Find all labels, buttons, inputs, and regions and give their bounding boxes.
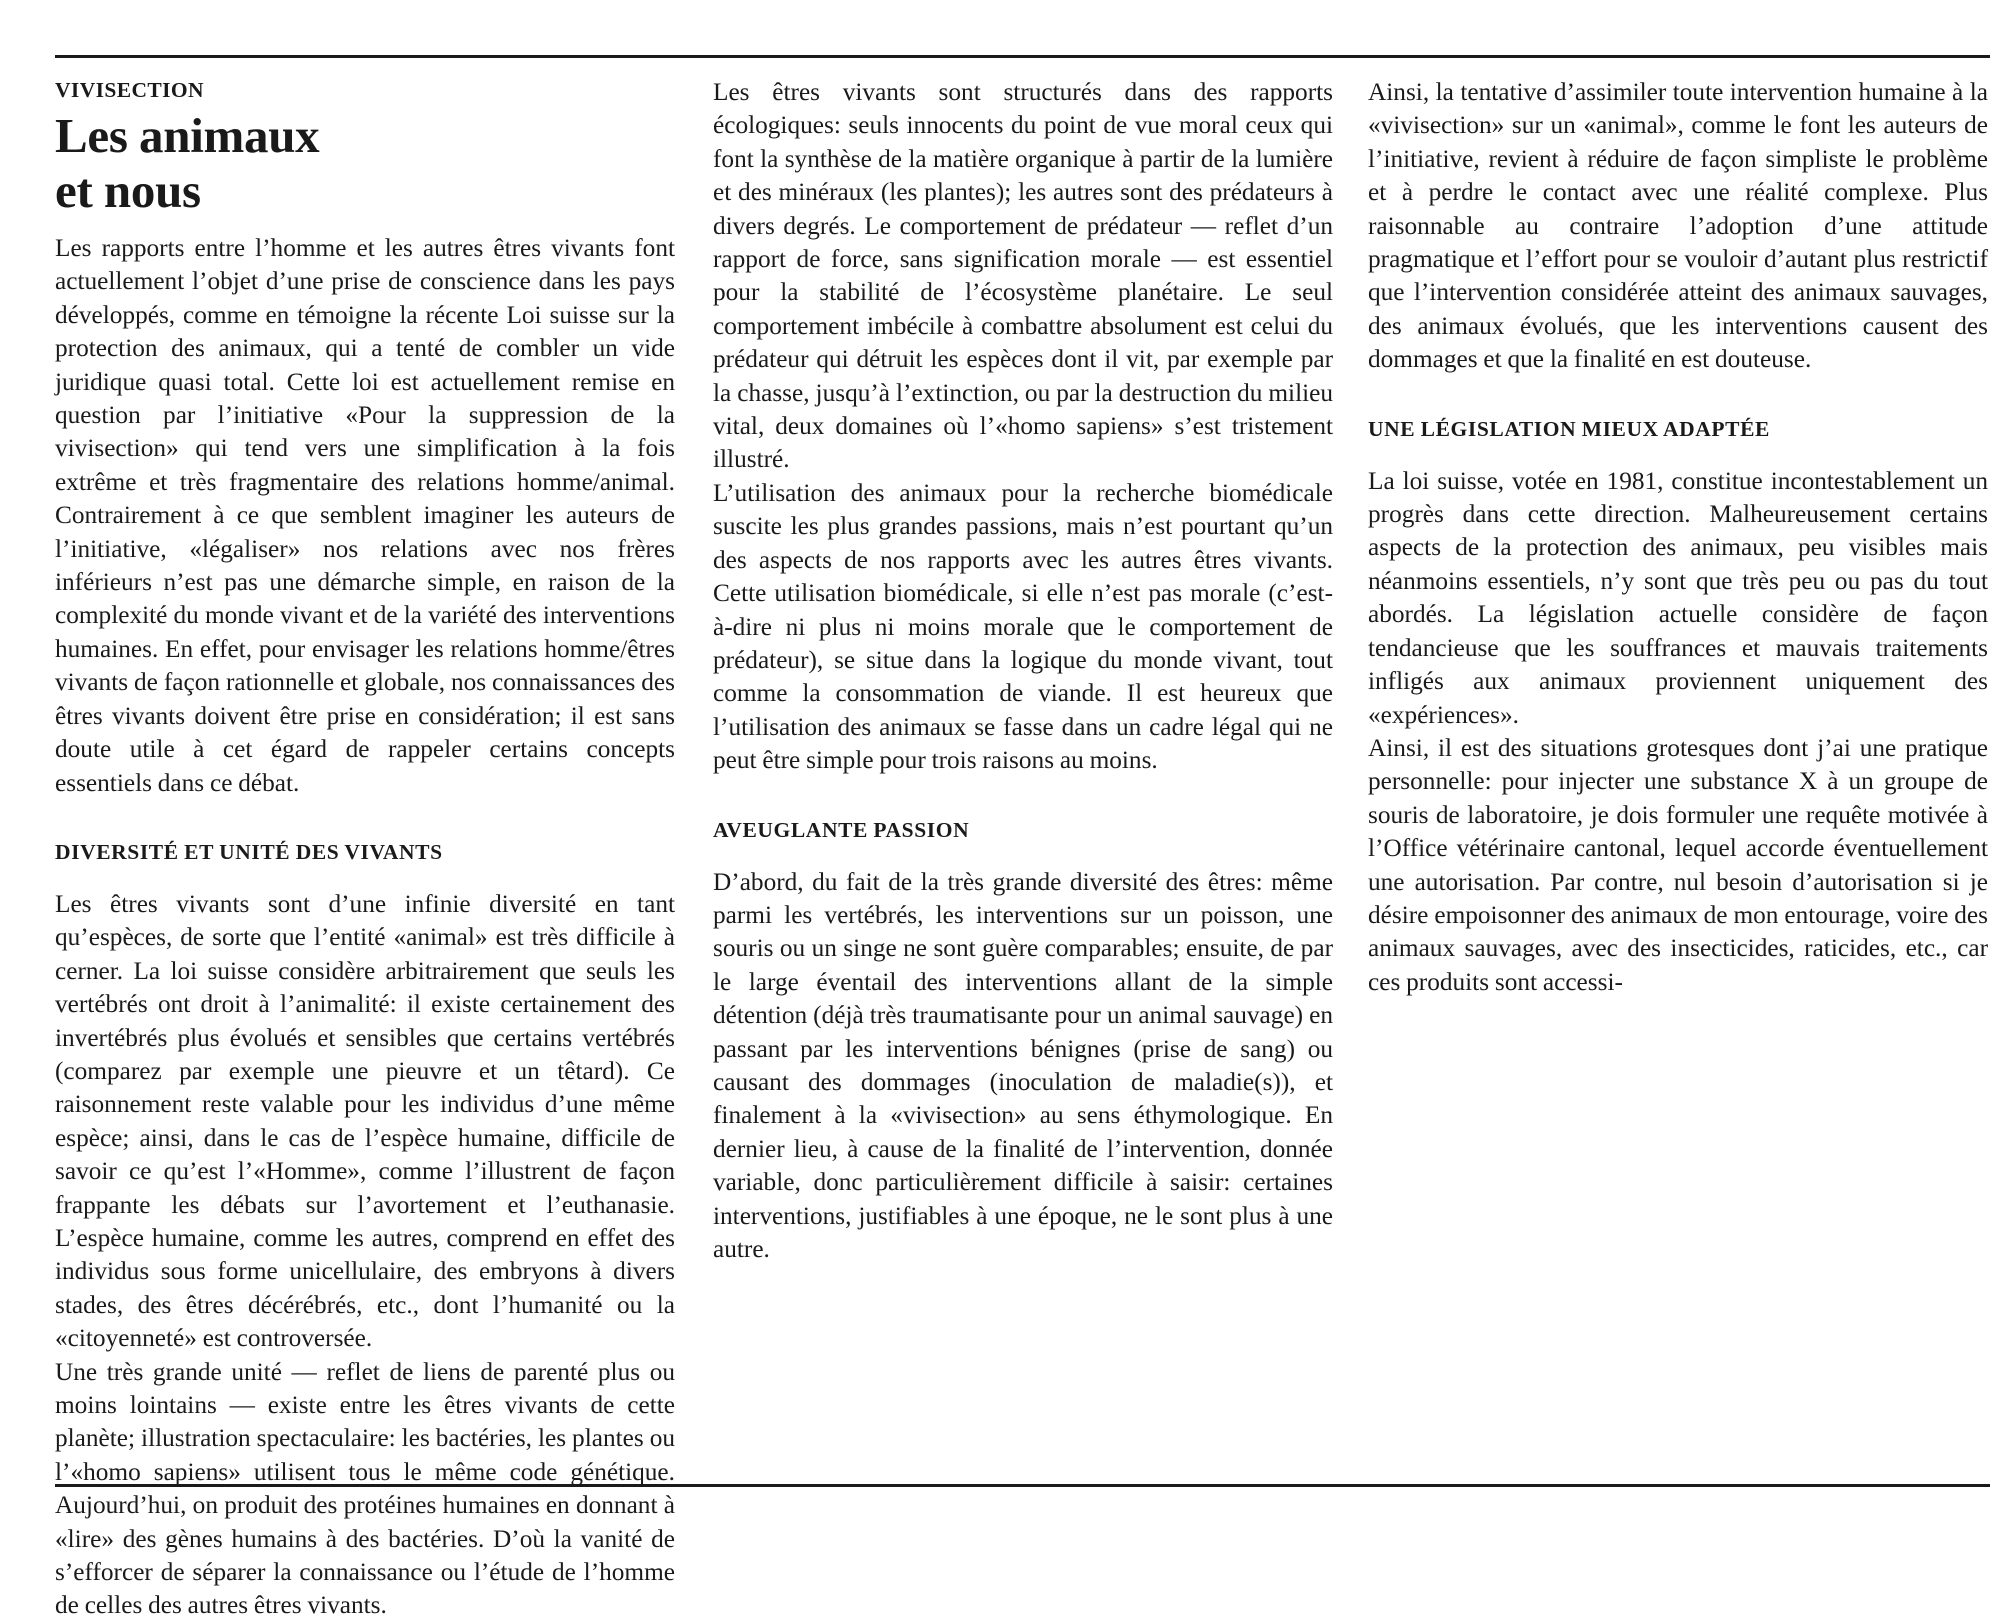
subhead-diversite: DIVERSITÉ ET UNITÉ DES VIVANTS: [55, 839, 443, 864]
paragraph-loi-1981: La loi suisse, votée en 1981, constitue incontestablement un progrès dans cette direction. Malheureusement certains aspects de la protection des animaux, peu visibles mais néanmoins essentiels, n’y sont que très peu ou pas du tout abordés. La législation actuelle considère de façon tendancieuse que les souffrances et mauvais traitements infligés aux animaux proviennent uniquement des «expériences».: [1368, 466, 1988, 729]
paragraph-ecologie: Les êtres vivants sont structurés dans des rapports écologiques: seuls innocents du point de vue moral ceux qui font la synthèse de la matière organique à partir de la lumière et des minéraux (les plantes); les autres sont des prédateurs à divers degrés. Le comportement de prédateur — reflet d’un rapport de force, sans signification morale — est essentiel pour la stabilité de l’écosystème planétaire. Le seul comportement imbécile à combattre absolument est celui du prédateur qui détruit les espèces dont il vit, par exemple par la chasse, jusqu’à l’extinction, ou par la destruction du milieu vital, deux domaines où l’«homo sapiens» s’est tristement illustré.: [713, 78, 1333, 474]
column-2: [713, 76, 1333, 1476]
subhead-legislation: UNE LÉGISLATION MIEUX ADAPTÉE: [1368, 416, 1770, 441]
paragraph-intro: Les rapports entre l’homme et les autres êtres vivants font actuellement l’objet d’une prise de conscience dans les pays développés, comme en témoigne la récente Loi suisse sur la protection des animaux, qui a tenté de combler un vide juridique quasi total. Cette loi est actuellement remise en question par l’initiative «Pour la suppression de la vivisection» qui tend vers une simplification à la fois extrême et très fragmentaire des relations homme/animal. Contrairement à ce que semblent imaginer les auteurs de l’initiative, «légaliser» nos relations avec nos frères inférieurs n’est pas une démarche simple, en raison de la complexité du monde vivant et de la variété des interventions humaines. En effet, pour envisager les relations homme/êtres vivants de façon rationnelle et globale, nos connaissances des êtres vivants doivent être prise en considération; il est sans doute utile à cet égard de rappeler certains concepts essentiels dans ce débat.: [55, 234, 675, 797]
paragraph-assimiler: Ainsi, la tentative d’assimiler toute intervention humaine à la «vivisection» sur un «animal», comme le font les auteurs de l’initiative, revient à réduire de façon simpliste le problème et à perdre le contact avec une réalité complexe. Plus raisonnable au contraire l’adoption d’une attitude pragmatique et l’effort pour se vouloir d’autant plus restrictif que l’intervention considérée atteint des animaux sauvages, des animaux évolués, que les interventions causent des dommages et que la finalité en est douteuse.: [1368, 78, 1988, 374]
headline-line-1: Les animaux: [55, 108, 320, 163]
paragraph-diversite-etres: D’abord, du fait de la très grande diversité des êtres: même parmi les vertébrés, les interventions sur un poisson, une souris ou un singe ne sont guère comparables; ensuite, de par le large éventail des interventions allant de la simple détention (déjà très traumatisante pour un animal sauvage) en passant par les interventions bénignes (prise de sang) ou causant des dommages (inoculation de maladie(s)), et finalement à la «vivisection» au sens éthymologique. En dernier lieu, à cause de la finalité de l’intervention, donnée variable, donc particulièrement difficile à saisir: certaines interventions, justifiables à une époque, ne le sont plus à une autre.: [713, 867, 1333, 1263]
paragraph-unite: Une très grande unité — reflet de liens de parenté plus ou moins lointains — existe entre les êtres vivants de cette planète; illustration spectaculaire: les bactéries, les plantes ou l’«homo sapiens» utilisent tous le même code génétique. Aujourd’hui, on produit des protéines humaines en donnant à «lire» des gènes humains à des bactéries. D’où la vanité de s’efforcer de séparer la connaissance ou l’étude de l’homme de celles des autres êtres vivants.: [55, 1357, 675, 1620]
kicker: VIVISECTION: [55, 78, 204, 102]
paragraph-diversite: Les êtres vivants sont d’une infinie diversité en tant qu’espèces, de sorte que l’entité «animal» est très difficile à cerner. La loi suisse considère arbitrairement que seuls les vertébrés ont droit à l’animalité: il existe certainement des invertébrés plus évolués et sensibles que certains vertébrés (comparez par exemple une pieuvre et un têtard). Ce raisonnement reste valable pour les individus d’une même espèce; ainsi, dans le cas de l’espèce humaine, difficile de savoir ce qu’est l’«Homme», comme l’illustrent de façon frappante les débats sur l’avortement et l’euthanasie. L’espèce humaine, comme les autres, comprend en effet des individus sous forme unicellulaire, des embryons à divers stades, des êtres décérébrés, etc., dont l’humanité ou la «citoyenneté» est controversée.: [55, 889, 675, 1353]
headline: [55, 108, 675, 218]
paragraph-biomedical: L’utilisation des animaux pour la recherche biomédicale suscite les plus grandes passions, mais n’est pourtant qu’un des aspects de nos rapports avec les autres êtres vivants. Cette utilisation biomédicale, si elle n’est pas morale (c’est-à-dire ni plus ni moins morale que le comportement de prédateur), se situe dans la logique du monde vivant, tout comme la consommation de viande. Il est heureux que l’utilisation des animaux se fasse dans un cadre légal qui ne peut être simple pour trois raisons au moins.: [713, 478, 1333, 775]
column-1: [55, 76, 675, 1620]
top-rule: [55, 55, 1990, 58]
column-3: [1368, 76, 1988, 1476]
subhead-passion: AVEUGLANTE PASSION: [713, 817, 970, 842]
paragraph-situations: Ainsi, il est des situations grotesques dont j’ai une pratique personnelle: pour injecter une substance X à un groupe de souris de laboratoire, je dois formuler une requête motivée à l’Office vétérinaire cantonal, lequel accorde éventuellement une autorisation. Par contre, nul besoin d’autorisation si je désire empoisonner des animaux de mon entourage, voire des animaux sauvages, avec des insecticides, raticides, etc., car ces produits sont accessi-: [1368, 733, 1988, 996]
headline-line-2: et nous: [55, 163, 201, 218]
